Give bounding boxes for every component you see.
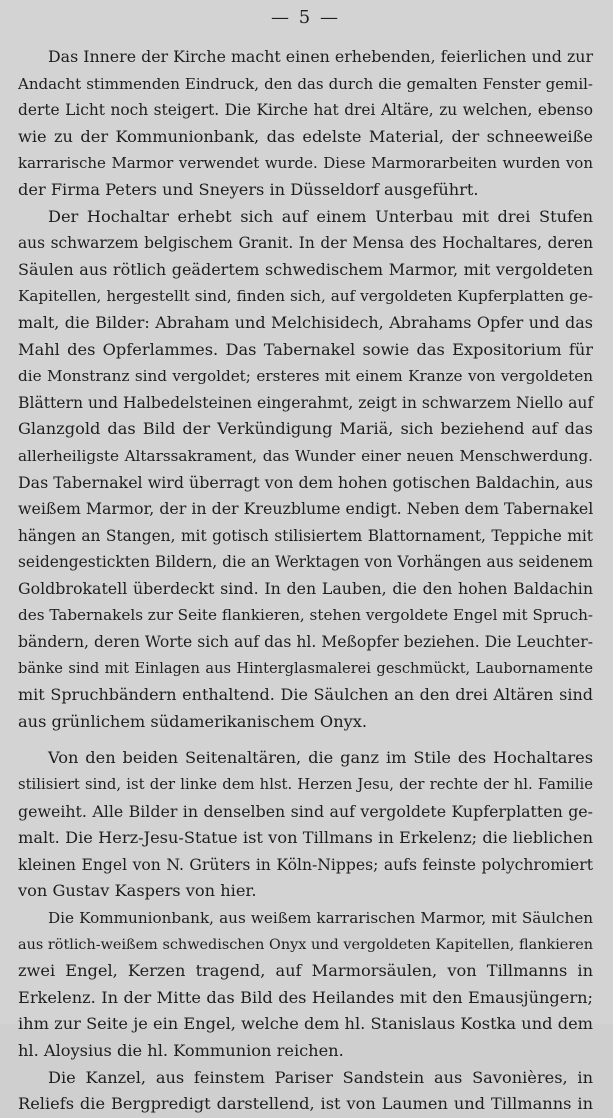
text-line: karrarische Marmor verwendet wurde. Diese Marmorarbeiten wurden von <box>18 154 593 173</box>
text-line: Die Kommunionbank, aus weißem karrarischen Marmor, mit Säulchen <box>48 909 593 927</box>
text-line: Glanzgold das Bild der Verkündigung Mariä, sich beziehend auf das <box>18 419 593 439</box>
paragraph-pulpit <box>18 1065 593 1118</box>
text-line: Mahl des Opferlammes. Das Tabernakel sowie das Expositorium für <box>18 339 593 359</box>
text-line: wie zu der Kommunionbank, das edelste Material, der schneeweiße <box>18 126 593 146</box>
text-line: seidengestickten Bildern, die an Werktagen von Vorhängen aus seidenem <box>18 553 593 572</box>
text-line: Die Kanzel, aus feinstem Pariser Sandstein aus Savonières, in <box>48 1067 593 1087</box>
text-line: mit Spruchbändern enthaltend. Die Säulchen an den drei Altären sind <box>18 685 593 705</box>
text-line: ihm zur Seite je ein Engel, welche dem hl. Stanislaus Kostka und dem <box>18 1014 593 1034</box>
text-line: Blättern und Halbedelsteinen eingerahmt, zeigt in schwarzem Niello auf <box>18 393 594 412</box>
paragraph-gap <box>18 735 593 745</box>
text-line: des Tabernakels zur Seite flankieren, stehen vergoldete Engel mit Spruch- <box>18 606 594 625</box>
text-line: Das Tabernakel wird überragt von dem hohen gotischen Baldachin, aus <box>18 472 593 492</box>
text-line: hl. Aloysius die hl. Kommunion reichen. <box>18 1040 344 1060</box>
text-line: Andacht stimmenden Eindruck, den das durch die gemalten Fenster gemil- <box>18 74 593 93</box>
text-line: Goldbrokatell überdeckt sind. In den Lauben, die den hohen Baldachin <box>18 578 593 598</box>
text-line: Das Innere der Kirche macht einen erhebenden, feierlichen und zur <box>48 47 593 66</box>
paragraph-high-altar <box>18 204 593 736</box>
text-line: geweiht. Alle Bilder in denselben sind auf vergoldete Kupferplatten ge- <box>18 801 593 821</box>
text-line: der Firma Peters und Sneyers in Düsseldorf ausgeführt. <box>18 179 479 199</box>
paragraph-communion-bench <box>18 905 593 1065</box>
text-line: allerheiligste Altarssakrament, das Wunder einer neuen Menschwerdung. <box>18 446 593 465</box>
text-line: aus rötlich-weißem schwedischen Onyx und vergoldeten Kapitellen, flankieren <box>18 936 593 953</box>
text-line: Von den beiden Seitenaltären, die ganz im Stile des Hochaltares <box>48 748 593 768</box>
page-number: — 5 — <box>271 7 340 28</box>
text-line: Säulen aus rötlich geädertem schwedischem Marmor, mit vergoldeten <box>18 259 593 279</box>
text-line: Kapitellen, hergestellt sind, finden sich, auf vergoldeten Kupferplatten ge- <box>18 287 593 306</box>
text-line: kleinen Engel von N. Grüters in Köln-Nippes; aufs feinste polychromiert <box>18 855 593 874</box>
text-line: aus grünlichem südamerikanischem Onyx. <box>18 711 368 731</box>
text-line: malt. Die Herz-Jesu-Statue ist von Tillmans in Erkelenz; die lieblichen <box>18 828 593 848</box>
text-line: die Monstranz sind vergoldet; ersteres mit einem Kranze von vergoldeten <box>18 367 593 386</box>
text-line: malt, die Bilder: Abraham und Melchisidech, Abrahams Opfer und das <box>18 312 593 332</box>
text-line: derte Licht noch steigert. Die Kirche hat drei Altäre, zu welchen, ebenso <box>18 101 593 120</box>
text-line: aus schwarzem belgischem Granit. In der Mensa des Hochaltares, deren <box>18 234 593 253</box>
text-line: bänke sind mit Einlagen aus Hinterglasmalerei geschmückt, Laubornamente <box>18 659 593 677</box>
text-line: hängen an Stangen, mit gotisch stilisiertem Blattornament, Teppiche mit <box>18 526 593 545</box>
text-line: stilisiert sind, ist der linke dem hlst. Herzen Jesu, der rechte der hl. Familie <box>18 776 593 794</box>
text-line: Erkelenz. In der Mitte das Bild des Heilandes mit den Emausjüngern; <box>18 987 593 1007</box>
text-line: zwei Engel, Kerzen tragend, auf Marmorsäulen, von Tillmanns in <box>18 961 593 981</box>
text-line: weißem Marmor, der in der Kreuzblume endigt. Neben dem Tabernakel <box>18 499 594 519</box>
text-line: von Gustav Kaspers von hier. <box>18 881 257 901</box>
text-line: Reliefs die Bergpredigt darstellend, ist von Laumen und Tillmanns in <box>18 1094 593 1114</box>
paragraph-side-altars <box>18 745 593 905</box>
paragraph-interior <box>18 44 593 204</box>
text-line: Der Hochaltar erhebt sich auf einem Unterbau mit drei Stufen <box>48 206 593 226</box>
text-line: bändern, deren Worte sich auf das hl. Meßopfer beziehen. Die Leuchter- <box>18 633 593 652</box>
